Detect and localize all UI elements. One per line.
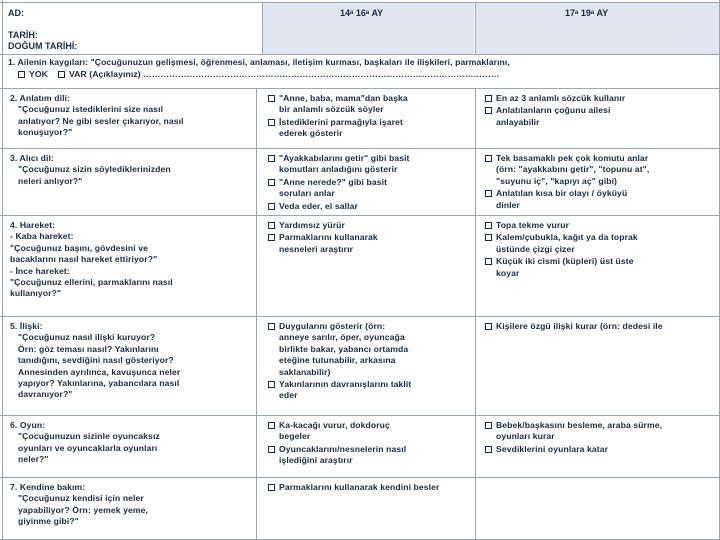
row-6-col1 [268, 420, 472, 468]
row-6-question [10, 420, 254, 466]
row-divider [0, 2, 720, 3]
item-checkbox[interactable] [485, 222, 492, 229]
item-checkbox[interactable] [268, 155, 275, 162]
row-5-col2 [485, 321, 719, 333]
item-checkbox[interactable] [268, 422, 275, 429]
row-5-question [10, 321, 254, 401]
item-text: Parmaklarını kullanarak kendini besler [279, 482, 440, 492]
row-divider [0, 215, 720, 216]
row-divider [0, 54, 720, 55]
row-divider [0, 415, 720, 416]
row-question: "Çocuğunuz istediklerini size nasıl anlatıyor? Ne gibi sesler çıkarıyor, nasıl konuşuyor?" [18, 104, 184, 138]
item-checkbox[interactable] [485, 422, 492, 429]
item-text: Anlatılan kısa bir olayı / öyküyü dinler [496, 188, 628, 210]
row-title: 5. İlişki: [10, 321, 43, 331]
item-text: Oyuncaklarını/nesnelerin nasıl işlediğini araştırır [279, 443, 407, 466]
row-question: "Çocuğunuz nasıl ilişki kuruyor? Örn: göz teması nasıl? Yakınlarını tanıdığını, sevdiğini nasıl gösteriyor? Annesinden ayrılınca, kavuşunca neler yapıyor? Yakınlarına, yabancılara nasıl davranıyor?" [18, 332, 181, 400]
item-text: İstediklerini parmağıyla işaret ederek gösterir [279, 116, 403, 139]
row-4-question [10, 220, 254, 300]
item-checkbox[interactable] [485, 95, 492, 102]
date-label: TARİH: [8, 30, 38, 40]
item-checkbox[interactable] [268, 119, 275, 126]
col-divider [475, 88, 476, 540]
row-title: 7. Kendine bakım: [10, 482, 86, 492]
item-checkbox[interactable] [268, 95, 275, 102]
item-text: Yakınlarının davranışlarını taklit eder [279, 379, 412, 401]
item-text: Sevdiklerini oyunlara katar [496, 443, 609, 454]
col-divider [475, 2, 476, 54]
item-checkbox[interactable] [268, 381, 275, 388]
item-text: "Ayakkabılarını getir" gibi basit komutları anladığını gösterir [279, 153, 410, 175]
row-divider [0, 316, 720, 317]
row-title: 2. Anlatım dili: [10, 93, 71, 103]
row-3-col1 [268, 153, 472, 213]
age-column-2-title: 17ᵃ 19ᵃ AY [565, 8, 609, 18]
item-text: Veda eder, el sallar [279, 200, 358, 211]
item-checkbox[interactable] [485, 258, 492, 265]
item-text: Ka-kacağı vurur, dokdoruç begeler [279, 420, 390, 442]
item-checkbox[interactable] [268, 203, 275, 210]
row-title: 3. Alıcı dil: [10, 153, 54, 163]
item-text: Duygularını gösterir (örn: anneye sarılır, öper, oyuncağa birlikte bakar, yabancı ortamda eteğine tutunabilir, arkasına saklanabilir) [279, 321, 409, 377]
var-label: VAR (Açıklayınız) …………………………………………………………………………………………………………… [68, 69, 500, 79]
item-text: Tek basamaklı pek çok komutu anlar (örn: "ayakkabını getir", "topunu at", "suyunu iç", "kapıyı aç" gibi) [496, 153, 650, 186]
col-divider [2, 0, 3, 540]
row-3-col2 [485, 153, 719, 212]
item-checkbox[interactable] [268, 234, 275, 241]
family-concerns-question [8, 57, 720, 68]
item-checkbox[interactable] [485, 234, 492, 241]
row-title: 4. Hareket: [10, 220, 56, 230]
yok-label: YOK [29, 69, 48, 79]
var-checkbox[interactable] [58, 71, 65, 78]
item-text: Parmaklarını kullanarak nesneleri araştırır [279, 232, 378, 254]
item-text: Küçük iki cismi (küpleri) üst üste koyar [496, 256, 634, 278]
family-concerns-text: 1. Ailenin kaygıları: "Çocuğunuzun gelişmesi, öğrenmesi, anlaması, iletişim kurması, başkaları ile ilişkileri, parmaklarını, [8, 57, 510, 67]
row-question: "Çocuğunuz sizin söylediklerinizden neleri anlıyor?" [18, 164, 171, 186]
item-text: "Anne, baba, mama"dan başka bir anlamlı sözcük söyler [279, 93, 408, 115]
item-text: Topa tekme vurur [496, 220, 570, 230]
row-question: "Çocuğunuz kendisi için neler yapabiliyor? Örn: yemek yeme, giyinme gibi?" [18, 493, 148, 527]
row-title: 6. Oyun: [10, 420, 46, 430]
row-7-question [10, 482, 254, 528]
row-2-col1 [268, 93, 472, 141]
row-divider [0, 477, 720, 478]
row-4-col1 [268, 220, 472, 256]
item-checkbox[interactable] [485, 190, 492, 197]
row-4-col2 [485, 220, 719, 280]
item-text: "Anne nerede?" gibi basit soruları anlar [279, 176, 388, 199]
item-checkbox[interactable] [268, 484, 275, 491]
col-divider [256, 88, 257, 540]
row-question: - Kaba hareket: "Çocuğunuz başını, gövdesini ve bacaklarını nasıl hareket ettiriyor?" - İnce hareket: "Çocuğunuz ellerini, parmaklarını nasıl kullanıyor?" [10, 231, 173, 299]
row-6-col2 [485, 420, 719, 456]
col-divider [262, 2, 263, 54]
item-checkbox[interactable] [485, 155, 492, 162]
row-7-col1 [268, 482, 478, 494]
row-divider [0, 88, 720, 89]
row-3-question [10, 153, 254, 187]
item-checkbox[interactable] [268, 222, 275, 229]
row-2-col2 [485, 93, 719, 129]
family-concerns-options [18, 69, 718, 80]
row-2-question [10, 93, 254, 139]
item-text: Kişilere özgü ilişki kurar (örn: dedesi ile [496, 321, 663, 331]
row-divider [0, 148, 720, 149]
age-column-1-title: 14ᵃ 16ᵃ AY [340, 8, 384, 18]
yok-checkbox[interactable] [18, 71, 25, 78]
item-checkbox[interactable] [268, 179, 275, 186]
row-5-col1 [268, 321, 472, 403]
item-text: Anlatılanların çoğunu ailesi anlayabilir [496, 105, 611, 127]
item-checkbox[interactable] [485, 446, 492, 453]
birth-date-label: DOĞUM TARİHİ: [8, 41, 78, 51]
item-text: Kalem/çubukla, kağıt ya da toprak üstünde çizgi çizer [496, 232, 638, 254]
name-label: AD: [8, 8, 24, 18]
item-checkbox[interactable] [268, 446, 275, 453]
item-checkbox[interactable] [485, 107, 492, 114]
item-text: Bebek/başkasını besleme, araba sürme, oyunları kurar [496, 420, 663, 442]
item-text: Yardımsız yürür [279, 220, 345, 230]
item-checkbox[interactable] [268, 323, 275, 330]
item-checkbox[interactable] [485, 323, 492, 330]
item-text: En az 3 anlamlı sözcük kullanır [496, 93, 626, 103]
row-question: "Çocuğunuzun sizinle oyuncaksız oyunları ve oyuncaklarla oyunları neler?" [18, 431, 160, 465]
